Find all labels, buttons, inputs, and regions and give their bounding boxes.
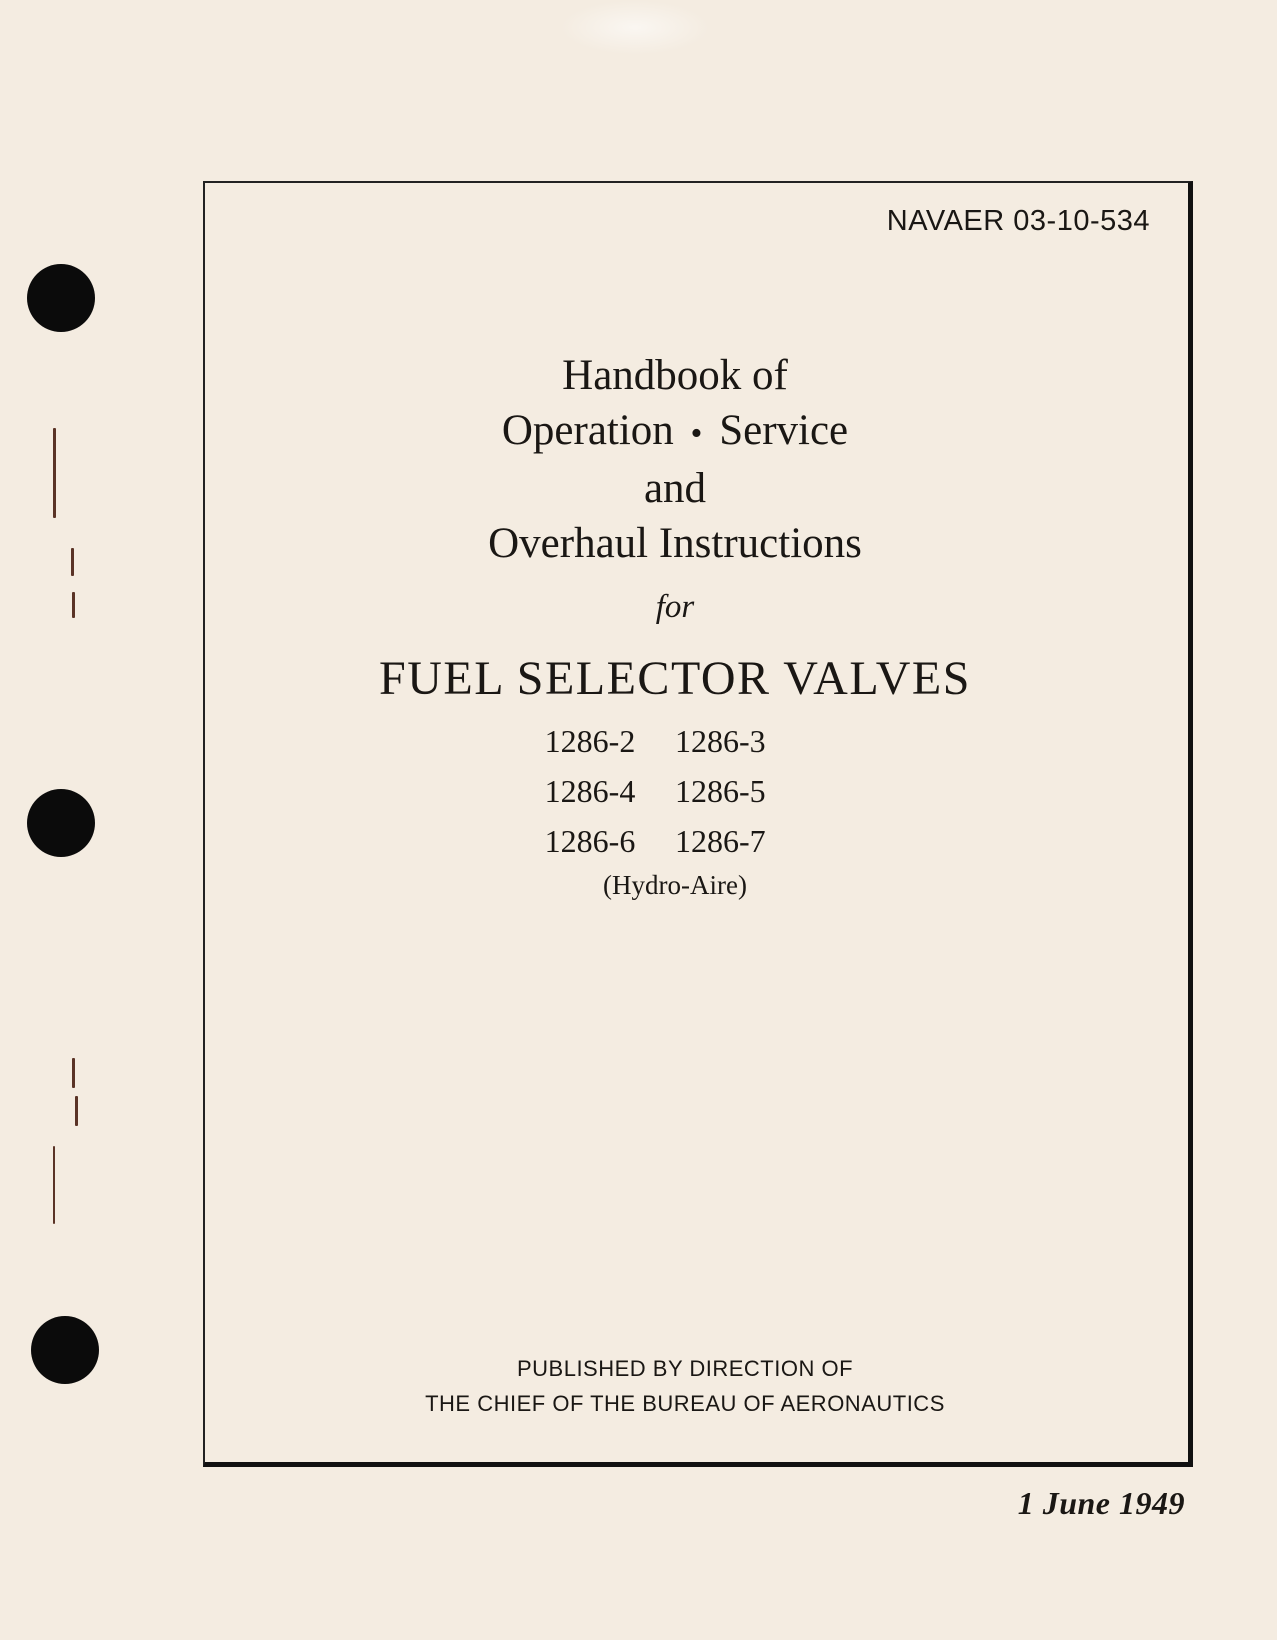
binder-hole-bottom <box>31 1316 99 1384</box>
binder-hole-top <box>27 264 95 332</box>
for-word: for <box>655 589 695 625</box>
title-bullet: • <box>690 415 703 452</box>
model-number: 1286-4 <box>544 773 636 809</box>
title-line-3: and <box>643 465 707 512</box>
rust-mark <box>71 548 74 576</box>
model-number: 1286-2 <box>544 723 636 759</box>
publisher-line-2: THE CHIEF OF THE BUREAU OF AERONAUTICS <box>425 1391 945 1416</box>
publisher-line-1: PUBLISHED BY DIRECTION OF <box>516 1356 854 1381</box>
cover-frame <box>203 181 1193 1467</box>
rust-mark <box>72 592 75 618</box>
publisher-statement <box>205 1351 1165 1421</box>
model-number: 1286-5 <box>675 773 766 809</box>
model-number: 1286-6 <box>544 823 636 859</box>
rust-mark <box>75 1096 78 1126</box>
title-block <box>205 348 1145 905</box>
rust-mark <box>72 1058 75 1088</box>
title-operation: Operation <box>501 407 674 454</box>
title-service: Service <box>719 407 849 454</box>
model-number: 1286-7 <box>675 823 766 859</box>
issue-date: 1 June 1949 <box>1017 1485 1185 1521</box>
title-line-1: Handbook of <box>562 352 788 399</box>
paper-stain <box>560 0 710 55</box>
binder-hole-middle <box>27 789 95 857</box>
manufacturer: (Hydro-Aire) <box>603 870 747 900</box>
rust-mark <box>53 428 56 518</box>
document-number: NAVAER 03-10-534 <box>886 205 1150 237</box>
rust-mark <box>53 1146 55 1224</box>
title-line-4: Overhaul Instructions <box>488 520 862 567</box>
subject-title: FUEL SELECTOR VALVES <box>379 652 971 705</box>
model-numbers <box>205 719 1145 863</box>
model-number: 1286-3 <box>675 723 766 759</box>
title-line-2 <box>205 403 1145 461</box>
